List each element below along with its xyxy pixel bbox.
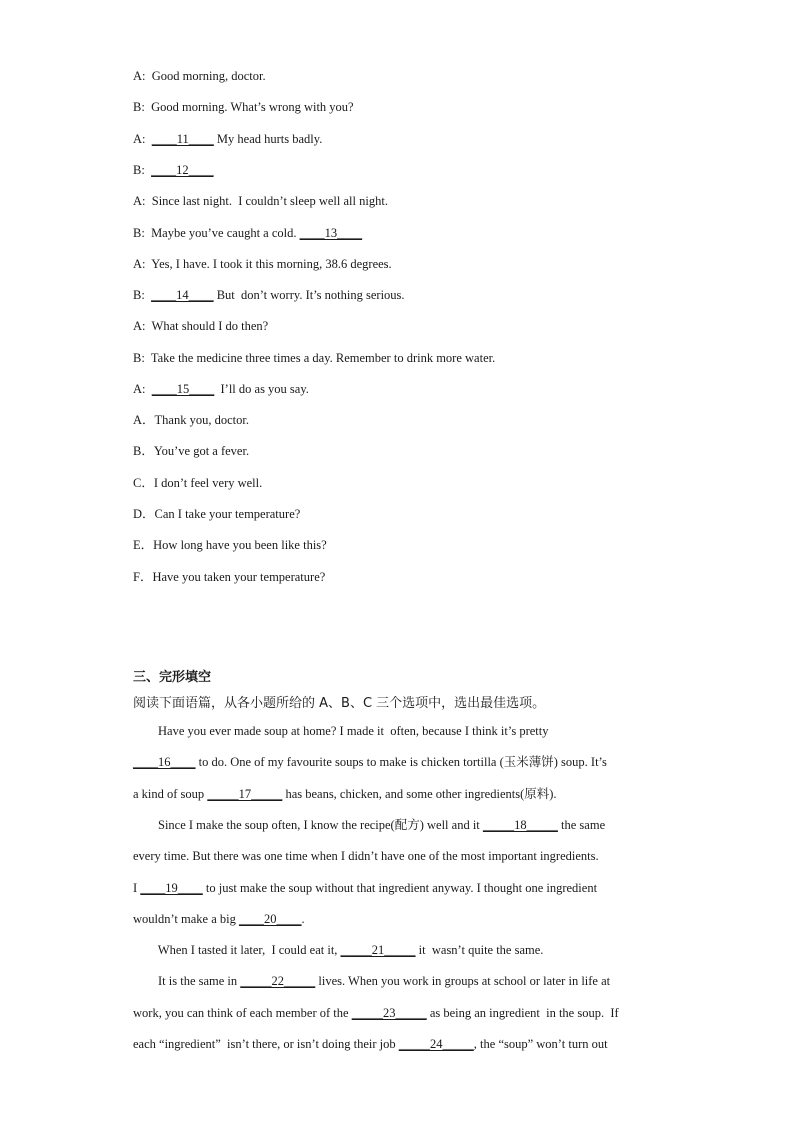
dialogue-text: But don’t worry. It’s nothing serious.: [213, 288, 405, 303]
passage-text: it wasn’t quite the same.: [415, 943, 544, 958]
answer-blank: ____12____: [151, 162, 214, 177]
passage-text: lives. When you work in groups at school or later in life at: [315, 974, 611, 989]
dialogue-text: Take the medicine three times a day. Remember to drink more water.: [150, 350, 496, 365]
option-item: F．Have you taken your temperature?: [133, 569, 326, 584]
section-heading: 三、完形填空: [133, 670, 212, 685]
speaker-label: A:: [133, 319, 152, 334]
answer-blank: ____14____: [151, 288, 214, 303]
passage-text: has beans, chicken, and some other ingredients(原料).: [282, 786, 557, 801]
answer-blank: _____23_____: [351, 1005, 427, 1020]
passage-line: [133, 911, 305, 927]
dialogue-line: [133, 350, 495, 366]
passage-text: as being an ingredient in the soup. If: [426, 1005, 619, 1020]
dialogue-text: Yes, I have. I took it this morning, 38.6 degrees.: [151, 256, 392, 271]
answer-blank: ____19____: [140, 880, 203, 895]
dialogue-line: [133, 193, 388, 209]
passage-text: a kind of soup: [133, 786, 208, 801]
answer-blank: ____16____: [133, 755, 196, 770]
speaker-label: B:: [133, 162, 152, 177]
answer-blank: _____21_____: [340, 943, 416, 958]
passage-text: Since I make the soup often, I know the recipe(配方) well and it: [133, 817, 483, 832]
option-item: E．How long have you been like this?: [133, 538, 327, 553]
dialogue-line: [133, 381, 309, 397]
dialogue-text: My head hurts badly.: [213, 131, 323, 146]
passage-line: [133, 817, 605, 833]
dialogue-line: [133, 318, 268, 334]
passage-text: to do. One of my favourite soups to make is chicken tortilla (玉米薄饼) soup. It’s: [195, 755, 607, 770]
speaker-label: B:: [133, 350, 151, 365]
dialogue-text: Good morning. What’s wrong with you?: [151, 100, 354, 115]
dialogue-line: [133, 162, 214, 178]
passage-text: work, you can think of each member of the: [133, 1005, 352, 1020]
answer-blank: _____24_____: [398, 1037, 474, 1051]
answer-blank: _____17_____: [207, 786, 283, 801]
option-item: A．Thank you, doctor.: [133, 413, 249, 427]
answer-blank: _____18_____: [482, 817, 558, 832]
dialogue-line: [133, 131, 322, 147]
dialogue-text: What should I do then?: [151, 319, 269, 334]
passage-line: [133, 754, 607, 770]
dialogue-line: [133, 256, 392, 272]
option-item: D．Can I take your temperature?: [133, 506, 301, 521]
passage-line: [133, 1005, 619, 1021]
dialogue-line: [133, 287, 405, 303]
answer-blank: _____22_____: [240, 974, 316, 989]
speaker-label: A:: [133, 194, 152, 209]
passage-line: [133, 723, 549, 739]
passage-line: [133, 973, 610, 989]
passage-text: , the “soup” won’t turn out: [473, 1037, 608, 1051]
passage-text: the same: [557, 817, 606, 832]
passage-text: each “ingredient” isn’t there, or isn’t doing their job: [133, 1037, 399, 1051]
speaker-label: B:: [133, 100, 152, 115]
dialogue-line: [133, 99, 354, 115]
passage-text: Have you ever made soup at home? I made it often, because I think it’s pretty: [133, 724, 549, 738]
answer-blank: ____11____: [151, 131, 214, 146]
answer-blank: ____20____: [239, 911, 302, 926]
speaker-label: B:: [133, 225, 152, 240]
passage-text: .: [301, 911, 305, 926]
speaker-label: A:: [133, 69, 152, 83]
passage-text: wouldn’t make a big: [133, 911, 239, 926]
speaker-label: A:: [133, 382, 152, 396]
dialogue-line: [133, 68, 266, 84]
passage-line: [133, 786, 557, 802]
passage-line: [133, 848, 599, 864]
passage-text: to just make the soup without that ingredient anyway. I thought one ingredient: [202, 880, 598, 895]
passage-line: [133, 942, 543, 958]
option-item: B．You’ve got a fever.: [133, 444, 250, 459]
passage-text: When I tasted it later, I could eat it,: [133, 943, 341, 958]
section-instruction: 阅读下面语篇，从各小题所给的 A、B、C 三个选项中，选出最佳选项。: [133, 696, 546, 711]
dialogue-line: [133, 225, 362, 241]
passage-text: every time. But there was one time when I didn’t have one of the most important ingredients.: [133, 849, 599, 864]
passage-line: [133, 880, 597, 896]
passage-text: I: [133, 880, 141, 895]
answer-blank: ____13____: [299, 225, 363, 240]
dialogue-text: Since last night. I couldn’t sleep well all night.: [151, 194, 388, 209]
dialogue-text: Maybe you’ve caught a cold.: [151, 225, 300, 240]
passage-text: It is the same in: [133, 974, 241, 989]
option-item: C．I don’t feel very well.: [133, 475, 263, 490]
speaker-label: A:: [133, 131, 152, 146]
dialogue-text: Good morning, doctor.: [151, 69, 266, 83]
passage-line: [133, 1036, 608, 1052]
speaker-label: B:: [133, 288, 152, 303]
answer-blank: ____15____: [151, 382, 215, 396]
dialogue-text: I’ll do as you say.: [214, 382, 309, 396]
speaker-label: A:: [133, 256, 152, 271]
